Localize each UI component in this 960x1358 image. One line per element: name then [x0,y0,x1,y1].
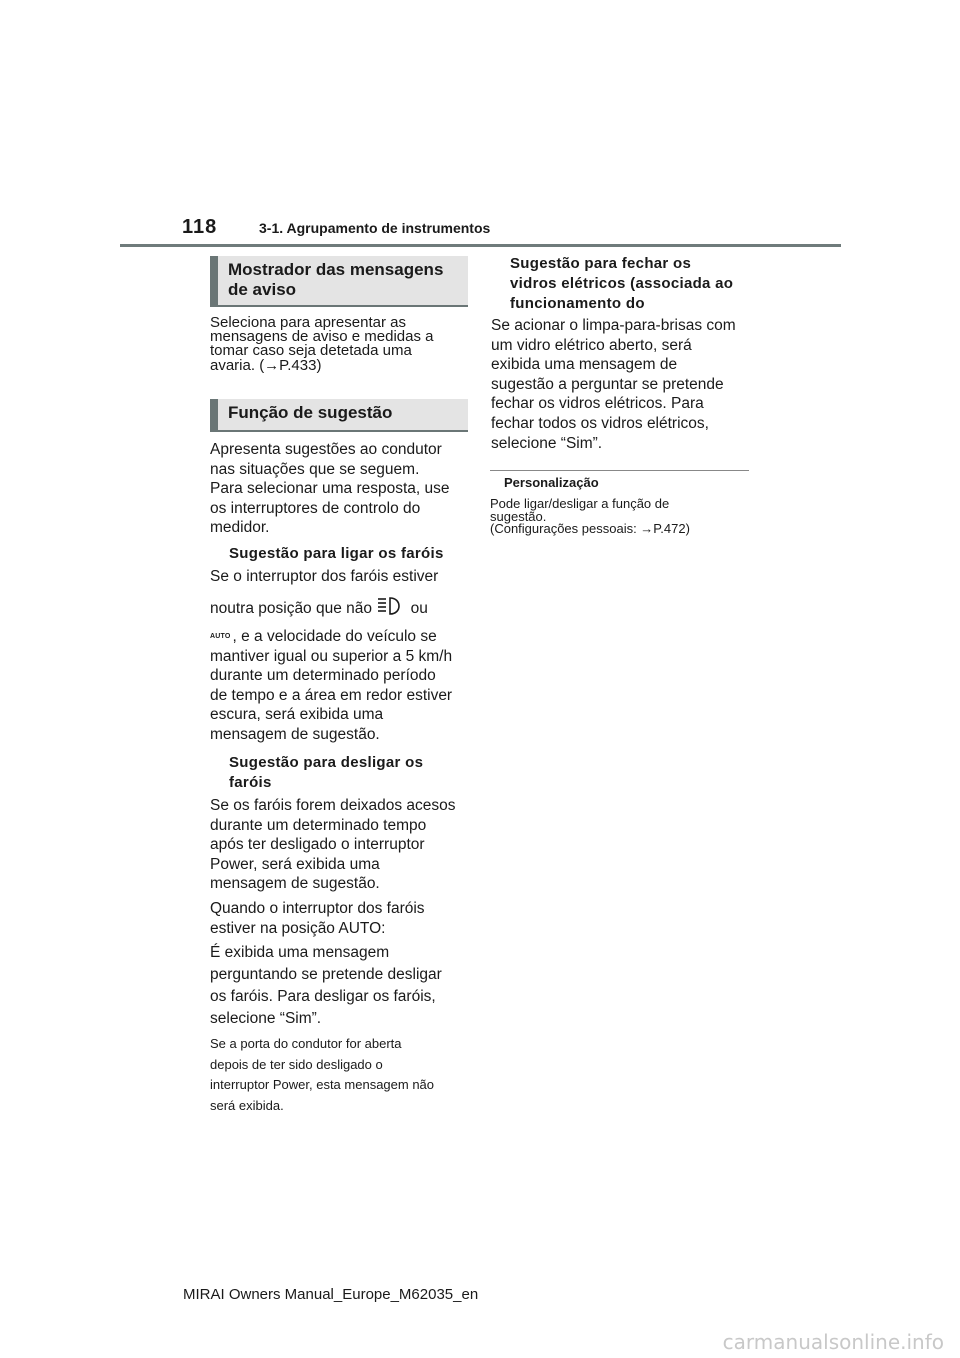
text-line: selecione “Sim”. [491,434,603,452]
text-line: durante um determinado tempo [210,816,427,834]
text-line: Para selecionar uma resposta, use [210,480,450,498]
page-number: 118 [182,216,218,238]
text-line: tomar caso seja detetada uma [210,342,412,360]
text-line: Pode ligar/desligar a função de [490,496,670,511]
text-line: Se os faróis forem deixados acesos [210,797,456,814]
text-line: Se a porta do condutor for aberta [210,1036,402,1051]
customization-text [490,498,690,536]
customization-divider [490,470,749,471]
paragraph-close-windows [491,316,736,453]
text-line: exibida uma mensagem de [491,356,678,374]
text-fragment: ou [410,599,428,617]
heading-line: Função de sugestão [228,403,393,422]
section-title: 3-1. Agrupamento de instrumentos [259,220,491,236]
watermark: carmanualsonline.info [722,1330,944,1354]
text-line: medidor. [210,519,270,537]
footer-manual-id: MIRAI Owners Manual_Europe_M62035_en [183,1286,479,1303]
subheading-close-windows [510,254,733,313]
auto-headlight-icon: AUTO [210,633,231,641]
text-line: mantiver igual ou superior a 5 km/h [210,647,453,665]
text-line: nas situações que se seguem. [210,460,420,478]
text-line: os faróis. Para desligar os faróis, [210,988,436,1005]
heading-line: de aviso [228,280,297,299]
text-line: interruptor Power, esta mensagem não [210,1077,435,1092]
text-line: fechar todos os vidros elétricos, [491,414,709,432]
text-line: sugestão. [490,508,547,524]
text-line: durante um determinado período [210,667,436,685]
text-line: um vidro elétrico aberto, será [491,336,692,354]
paragraph-headlights-on-3 [210,627,452,745]
paragraph-auto-message [210,942,442,1030]
text-line: Quando o interruptor dos faróis [210,900,425,917]
paragraph-headlights-on-1: Se o interruptor dos faróis estiver [210,568,439,585]
text-line: depois de ter sido desligado o [210,1056,383,1072]
paragraph-suggestion-intro [210,440,450,538]
text-line: (Configurações pessoais: →P.472) [490,521,690,536]
text-line: mensagem de sugestão. [210,726,380,744]
text-line: Se acionar o limpa-para-brisas com [491,317,736,334]
text-line: selecione “Sim”. [210,1010,322,1027]
text-line: fechar os vidros elétricos. Para [491,395,704,413]
text-line: Sugestão para fechar os [510,255,692,272]
header-rule [120,244,841,247]
paragraph-headlights-off [210,796,456,894]
text-line: funcionamento do [510,294,645,312]
text-line: de tempo e a área em redor estiver [210,686,453,704]
text-line: será exibida. [210,1097,284,1113]
heading-line: Mostrador das mensagens [228,260,444,279]
text-line: Seleciona para apresentar as [210,314,406,331]
text-fragment: noutra posição que não [210,599,373,617]
text-line: É exibida uma mensagem [210,944,390,961]
text-line: estiver na posição AUTO: [210,919,386,937]
heading-warning-messages [210,256,468,307]
text-line: escura, será exibida uma [210,706,384,724]
text-line: faróis [229,773,272,791]
text-line: Sugestão para desligar os [229,754,424,771]
text-line: os interruptores de controlo do [210,499,421,517]
paragraph-headlights-on-2 [210,595,428,623]
text-line: após ter desligado o interruptor [210,836,425,854]
text-line: avaria. (→P.433) [210,356,322,374]
text-line: Apresenta sugestões ao condutor [210,441,442,458]
text-line: mensagem de sugestão. [210,875,380,893]
subheading-headlights-off [229,753,423,793]
note-driver-door [210,1034,434,1116]
headlight-icon [376,595,406,623]
text-line: Power, será exibida uma [210,855,380,873]
text-line: sugestão a perguntar se pretende [491,375,724,393]
heading-suggestion-function [210,399,468,432]
text-line: perguntando se pretende desligar [210,966,442,983]
text-line: mensagens de aviso e medidas a [210,328,434,346]
subheading-headlights-on: Sugestão para ligar os faróis [229,545,444,562]
text-line: vidros elétricos (associada ao [510,274,734,292]
text-fragment: , e a velocidade do veículo se [232,628,437,645]
customization-title: Personalização [504,475,599,490]
paragraph-warning-messages [210,316,433,373]
paragraph-auto-position [210,899,425,938]
